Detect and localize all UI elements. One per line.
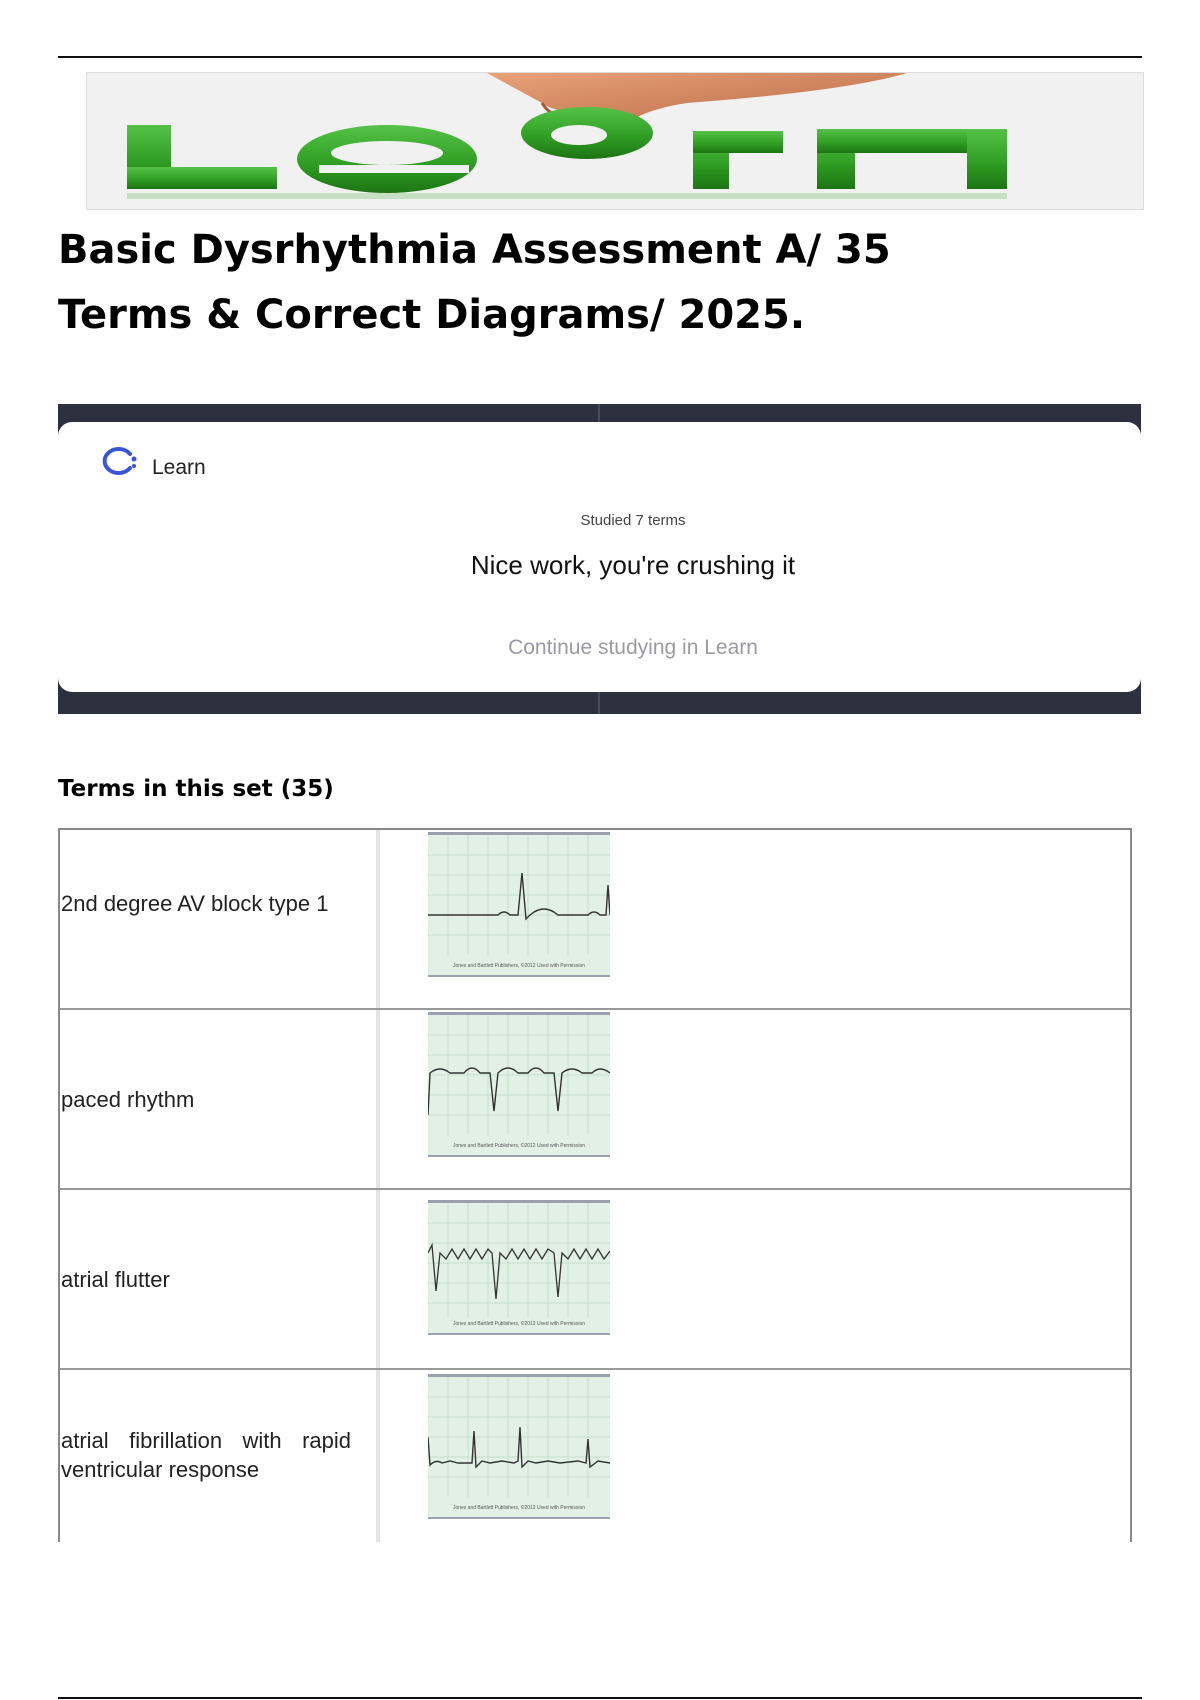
learn-logo-graphic	[87, 73, 1143, 209]
image-credit: Jones and Bartlett Publishers, ©2012 Used with Permission	[452, 963, 586, 969]
bottom-rule	[58, 1697, 1142, 1699]
learn-mode-icon	[96, 444, 138, 483]
ecg-strip-icon	[428, 1203, 610, 1333]
banner-logo-text: Learn	[87, 73, 90, 74]
terms-heading: Terms in this set (35)	[58, 776, 334, 802]
encouragement-message: Nice work, you're crushing it	[470, 550, 796, 580]
learn-card-header	[96, 444, 206, 483]
top-rule	[58, 56, 1142, 58]
document-title-line-2: Terms & Correct Diagrams/ 2025.	[58, 292, 806, 338]
ecg-strip-image	[428, 832, 610, 977]
term-text: atrial flutter	[61, 1267, 170, 1292]
learn-progress-card	[58, 422, 1141, 692]
document-title	[58, 218, 958, 348]
ecg-strip-image	[428, 1374, 610, 1519]
image-credit: Jones and Bartlett Publishers, ©2012 Used with Permission	[452, 1143, 586, 1149]
term-text: atrial fibrillation with rapid ventricular response	[61, 1428, 351, 1482]
learn-banner-image	[86, 72, 1144, 210]
ecg-strip-icon	[428, 1015, 610, 1155]
term-text: 2nd degree AV block type 1	[61, 891, 329, 916]
table-row	[60, 1370, 1130, 1542]
term-text: paced rhythm	[61, 1087, 195, 1112]
image-credit: Jones and Bartlett Publishers, ©2012 Used with Permission	[452, 1505, 586, 1511]
ecg-strip-icon	[428, 835, 610, 975]
ecg-strip-icon	[428, 1377, 610, 1517]
image-credit: Jones and Bartlett Publishers, ©2012 Used with Permission	[452, 1321, 586, 1327]
ecg-strip-image	[428, 1012, 610, 1157]
table-row	[60, 1190, 1130, 1370]
document-title-line-1: Basic Dysrhythmia Assessment A/ 35	[58, 227, 891, 273]
table-row	[60, 830, 1130, 1010]
studied-terms-count: Studied 7 terms	[580, 512, 686, 529]
learn-mode-label: Learn	[152, 455, 206, 479]
continue-studying-link[interactable]: Continue studying in Learn	[508, 636, 758, 659]
learn-embed-frame	[58, 404, 1141, 714]
terms-table	[58, 828, 1132, 1542]
ecg-strip-image	[428, 1200, 610, 1335]
table-row	[60, 1010, 1130, 1190]
